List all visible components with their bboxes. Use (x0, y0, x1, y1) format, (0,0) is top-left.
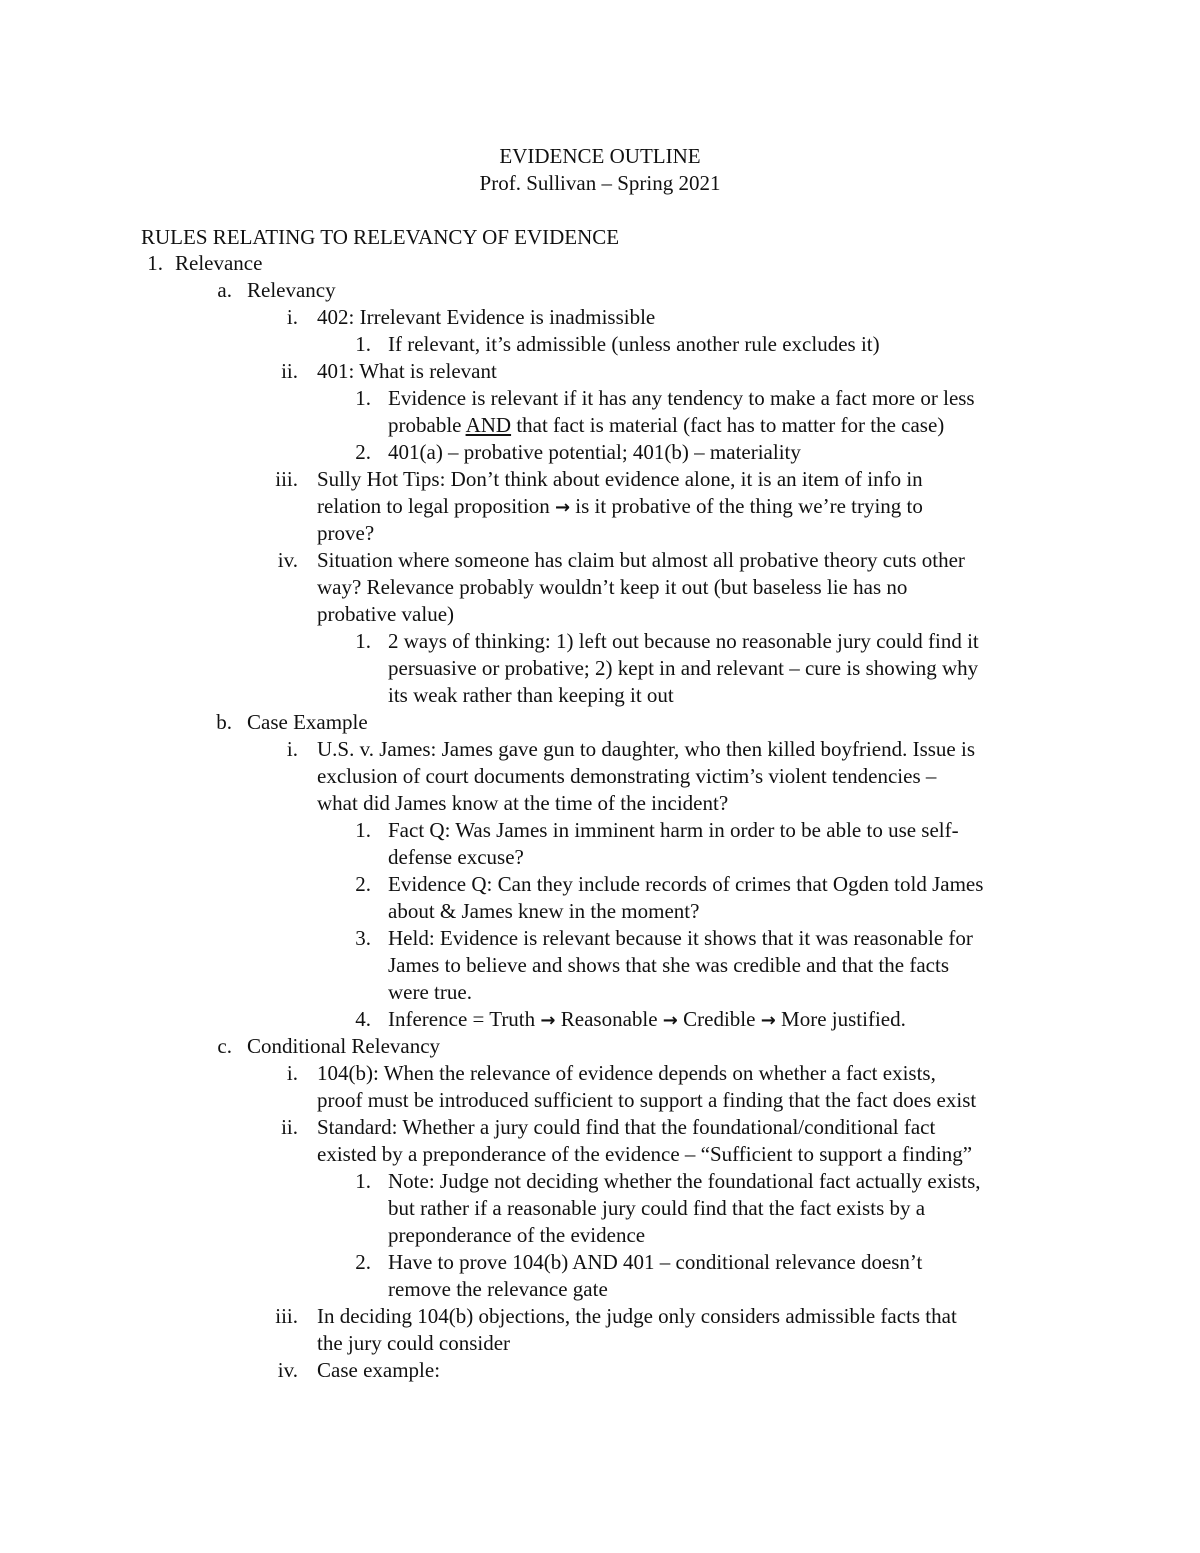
outline-item-text: were true. (388, 980, 472, 1004)
outline-item-text: its weak rather than keeping it out (388, 683, 674, 707)
outline-item-text: Standard: Whether a jury could find that the foundational/conditional fact (317, 1115, 936, 1139)
document-title-block (0, 143, 1200, 197)
outline-item-text: what did James know at the time of the incident? (317, 791, 729, 815)
outline-item-text: proof must be introduced sufficient to support a finding that the fact does exist (317, 1088, 977, 1112)
outline-item-text: remove the relevance gate (388, 1277, 608, 1301)
list-marker: ii. (281, 1115, 298, 1139)
list-marker: i. (286, 305, 298, 329)
outline-item-text: probable AND that fact is material (fact has to matter for the case) (388, 413, 945, 437)
outline-item-text: Note: Judge not deciding whether the foundational fact actually exists, (388, 1169, 981, 1193)
list-marker: i. (286, 1061, 298, 1085)
list-marker: iv. (277, 1358, 298, 1382)
outline-item-text: Case Example (247, 710, 368, 734)
list-marker: 4. (355, 1007, 371, 1031)
outline-item-text: James to believe and shows that she was credible and that the facts (388, 953, 949, 977)
outline-item-text: relation to legal proposition → is it probative of the thing we’re trying to (317, 493, 923, 520)
outline-item-text: If relevant, it’s admissible (unless another rule excludes it) (388, 332, 880, 356)
arrow-icon: → (662, 1010, 678, 1031)
outline-item-text: Evidence is relevant if it has any tendency to make a fact more or less (388, 386, 975, 410)
list-marker: a. (217, 278, 232, 302)
outline-item-text: prove? (317, 521, 375, 545)
outline-item-text: 2 ways of thinking: 1) left out because no reasonable jury could find it (388, 629, 979, 653)
arrow-icon: → (540, 1010, 556, 1031)
list-marker: ii. (281, 359, 298, 383)
arrow-icon: → (554, 497, 571, 518)
outline-item-text: persuasive or probative; 2) kept in and relevant – cure is showing why (388, 656, 979, 680)
outline-item-text: 402: Irrelevant Evidence is inadmissible (317, 305, 656, 329)
list-marker: iii. (275, 467, 298, 491)
outline-item-text: the jury could consider (317, 1331, 511, 1355)
outline-item-text: Relevance (175, 251, 263, 275)
outline-item-text: Case example: (317, 1358, 441, 1382)
outline-item-text: existed by a preponderance of the evidence – “Sufficient to support a finding” (317, 1142, 973, 1166)
list-marker: 1. (355, 1169, 371, 1193)
outline-item-text: Held: Evidence is relevant because it shows that it was reasonable for (388, 926, 973, 950)
outline-item-text: 401(a) – probative potential; 401(b) – materiality (388, 440, 801, 464)
list-marker: 1. (355, 386, 371, 410)
list-marker: i. (286, 737, 298, 761)
list-marker: iv. (277, 548, 298, 572)
outline-item-text: probative value) (317, 602, 455, 626)
outline-item-text: 401: What is relevant (317, 359, 497, 383)
outline-item-text: In deciding 104(b) objections, the judge only considers admissible facts that (317, 1304, 957, 1328)
outline-item-text: Inference = Truth → Reasonable → Credible → More justified. (388, 1006, 906, 1033)
outline-item-text: Conditional Relevancy (247, 1034, 441, 1058)
list-marker: 1. (355, 818, 371, 842)
section-heading: RULES RELATING TO RELEVANCY OF EVIDENCE (141, 225, 620, 249)
outline-item-text: about & James knew in the moment? (388, 899, 700, 923)
outline-item-text: Fact Q: Was James in imminent harm in order to be able to use self- (388, 818, 959, 842)
document-title: EVIDENCE OUTLINE (499, 144, 701, 168)
outline-item-text: defense excuse? (388, 845, 524, 869)
list-marker: 3. (355, 926, 371, 950)
document-subtitle: Prof. Sullivan – Spring 2021 (479, 171, 721, 195)
outline-item-text: way? Relevance probably wouldn’t keep it out (but baseless lie has no (317, 575, 908, 599)
outline-item-text: Evidence Q: Can they include records of crimes that Ogden told James (388, 872, 984, 896)
list-marker: c. (217, 1034, 232, 1058)
outline-item-text: 104(b): When the relevance of evidence depends on whether a fact exists, (317, 1061, 936, 1085)
list-marker: 2. (355, 872, 371, 896)
outline-item-text: Sully Hot Tips: Don’t think about evidence alone, it is an item of info in (317, 467, 923, 491)
list-marker: 1. (355, 332, 371, 356)
outline-item-text: exclusion of court documents demonstrating victim’s violent tendencies – (317, 764, 937, 788)
outline-item-text: Relevancy (247, 278, 336, 302)
list-marker: iii. (275, 1304, 298, 1328)
outline-item-text: but rather if a reasonable jury could find that the fact exists by a (388, 1196, 926, 1220)
list-marker: 1. (355, 629, 371, 653)
list-marker: 1. (147, 251, 163, 275)
outline-item-text: U.S. v. James: James gave gun to daughter, who then killed boyfriend. Issue is (317, 737, 976, 761)
arrow-icon: → (760, 1010, 776, 1031)
list-marker: b. (216, 710, 232, 734)
list-marker: 2. (355, 440, 371, 464)
list-marker: 2. (355, 1250, 371, 1274)
outline-item-text: preponderance of the evidence (388, 1223, 646, 1247)
outline-item-text: Situation where someone has claim but almost all probative theory cuts other (317, 548, 965, 572)
outline-item-text: Have to prove 104(b) AND 401 – conditional relevance doesn’t (388, 1250, 923, 1274)
